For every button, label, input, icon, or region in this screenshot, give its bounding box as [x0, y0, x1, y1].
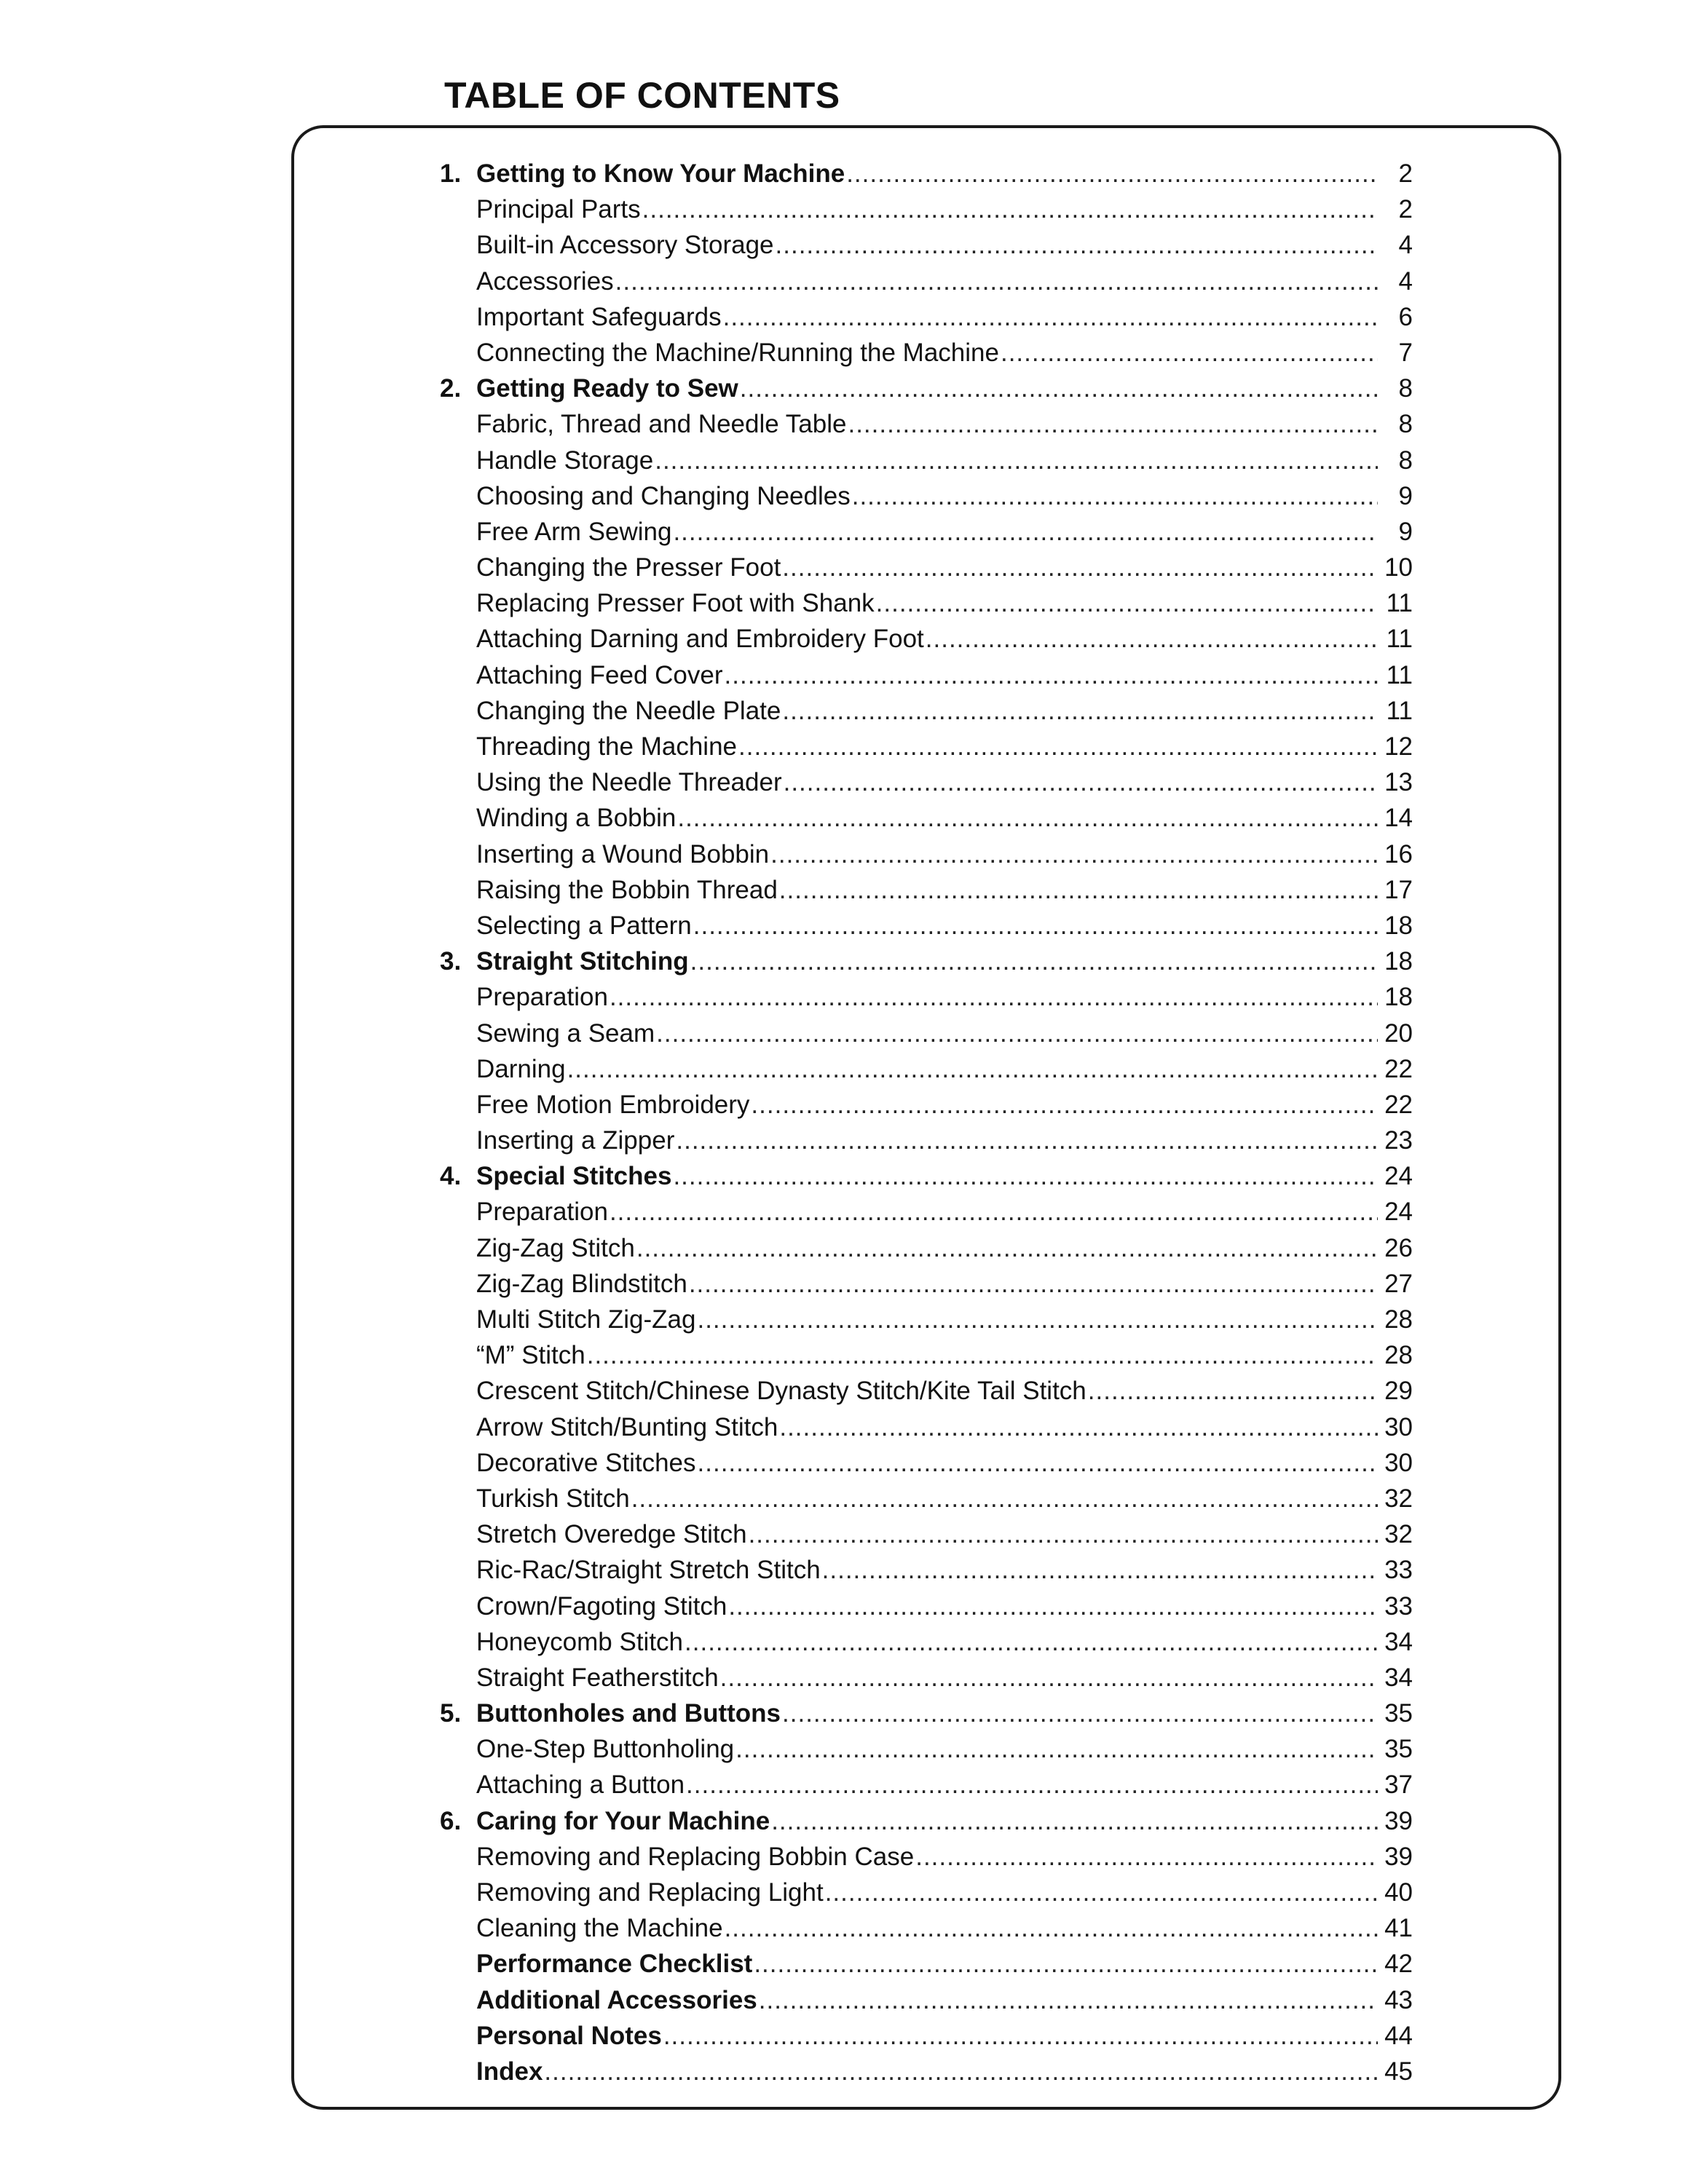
toc-dot-leader: [720, 1660, 1378, 1696]
toc-entry[interactable]: [440, 1230, 1413, 1266]
toc-entry-page-number: 22: [1384, 1090, 1413, 1119]
toc-chapter-entry[interactable]: [440, 1158, 1413, 1194]
toc-entry[interactable]: [440, 800, 1413, 836]
toc-entry-number: 4.: [440, 1162, 462, 1191]
toc-entry-label: Selecting a Pattern: [476, 911, 692, 940]
toc-dot-leader: [779, 872, 1378, 908]
toc-entry[interactable]: [440, 406, 1413, 442]
toc-entry[interactable]: [440, 2018, 1413, 2054]
toc-entry-label: Changing the Presser Foot: [476, 553, 781, 582]
toc-entry-label: Decorative Stitches: [476, 1448, 696, 1477]
toc-dot-leader: [1001, 335, 1378, 371]
toc-entry-label: Replacing Presser Foot with Shank: [476, 589, 875, 618]
toc-entry-page-number: 11: [1386, 660, 1413, 689]
toc-entry-page-number: 30: [1384, 1448, 1413, 1477]
toc-entry[interactable]: [440, 1266, 1413, 1302]
toc-entry-page-number: 11: [1386, 589, 1413, 618]
toc-entry-page-number: 8: [1398, 410, 1413, 439]
toc-dot-leader: [631, 1481, 1378, 1516]
toc-entry-label: Inserting a Zipper: [476, 1126, 675, 1155]
toc-entry-label: Additional Accessories: [476, 1985, 757, 2014]
toc-entry-page-number: 24: [1384, 1162, 1413, 1191]
toc-dot-leader: [567, 1051, 1378, 1087]
toc-dot-leader: [698, 1445, 1378, 1481]
toc-entry-number: 6.: [440, 1806, 462, 1835]
toc-entry[interactable]: [440, 1982, 1413, 2018]
toc-dot-leader: [852, 478, 1378, 514]
toc-entry-label: Crescent Stitch/Chinese Dynasty Stitch/Kite Tail Stitch: [476, 1377, 1086, 1406]
toc-entry-label: Accessories: [476, 266, 614, 296]
toc-chapter-entry[interactable]: [440, 156, 1413, 191]
toc-dot-leader: [1088, 1373, 1378, 1409]
toc-entry[interactable]: [440, 550, 1413, 585]
toc-dot-leader: [587, 1337, 1378, 1373]
toc-entry-label: Principal Parts: [476, 195, 641, 224]
toc-entry[interactable]: [440, 264, 1413, 299]
toc-entry-page-number: 34: [1384, 1627, 1413, 1656]
toc-entry-page-number: 18: [1384, 911, 1413, 940]
toc-dot-leader: [779, 1409, 1378, 1445]
toc-entry-label: Caring for Your Machine: [476, 1806, 770, 1835]
toc-dot-leader: [544, 2054, 1378, 2089]
toc-entry-label: Cleaning the Machine: [476, 1914, 723, 1943]
toc-entry-page-number: 6: [1398, 302, 1413, 331]
toc-entry-label: Threading the Machine: [476, 732, 737, 761]
toc-entry-page-number: 2: [1398, 159, 1413, 188]
toc-entry-label: Important Safeguards: [476, 302, 722, 331]
toc-dot-leader: [676, 1123, 1378, 1158]
toc-entry-label: Performance Checklist: [476, 1950, 753, 1979]
toc-entry-page-number: 30: [1384, 1412, 1413, 1441]
toc-dot-leader: [848, 406, 1378, 442]
toc-entry-page-number: 11: [1386, 625, 1413, 654]
toc-entry[interactable]: [440, 1481, 1413, 1516]
toc-entry-page-number: 33: [1384, 1591, 1413, 1621]
toc-chapter-entry[interactable]: [440, 943, 1413, 979]
toc-entry[interactable]: [440, 1409, 1413, 1445]
toc-chapter-entry[interactable]: [440, 371, 1413, 406]
toc-dot-leader: [759, 1982, 1378, 2018]
toc-dot-leader: [673, 1158, 1378, 1194]
toc-dot-leader: [642, 191, 1378, 227]
toc-dot-leader: [725, 1910, 1378, 1946]
toc-entry-label: Choosing and Changing Needles: [476, 481, 851, 510]
toc-dot-leader: [685, 1624, 1378, 1660]
toc-dot-leader: [782, 693, 1378, 729]
toc-entry[interactable]: [440, 1123, 1413, 1158]
toc-entry-page-number: 18: [1384, 983, 1413, 1012]
toc-entry[interactable]: [440, 191, 1413, 227]
toc-entry-page-number: 35: [1384, 1735, 1413, 1764]
toc-dot-leader: [738, 729, 1378, 764]
toc-entry[interactable]: [440, 1910, 1413, 1946]
toc-entry-label: Removing and Replacing Bobbin Case: [476, 1842, 915, 1871]
toc-chapter-entry[interactable]: [440, 1696, 1413, 1731]
toc-entry[interactable]: [440, 1016, 1413, 1051]
toc-dot-leader: [915, 1839, 1378, 1875]
toc-dot-leader: [876, 585, 1378, 621]
toc-entry[interactable]: [440, 836, 1413, 872]
toc-entry-label: Ric-Rac/Straight Stretch Stitch: [476, 1556, 821, 1585]
toc-dot-leader: [656, 1016, 1378, 1051]
toc-entry-page-number: 14: [1384, 804, 1413, 833]
toc-entry-label: Darning: [476, 1054, 566, 1083]
toc-entry-label: Personal Notes: [476, 2021, 662, 2050]
toc-entry-page-number: 12: [1384, 732, 1413, 761]
toc-entry-number: 3.: [440, 947, 462, 976]
toc-dot-leader: [636, 1230, 1378, 1266]
toc-dot-leader: [782, 550, 1378, 585]
toc-entry[interactable]: [440, 1875, 1413, 1910]
toc-dot-leader: [610, 979, 1378, 1015]
toc-dot-leader: [725, 657, 1378, 693]
toc-dot-leader: [655, 443, 1378, 478]
toc-chapter-entry[interactable]: [440, 1803, 1413, 1839]
toc-entry[interactable]: [440, 693, 1413, 729]
toc-entry[interactable]: [440, 1731, 1413, 1767]
toc-entry-label: Free Motion Embroidery: [476, 1090, 750, 1119]
toc-entry-label: Straight Featherstitch: [476, 1663, 719, 1692]
toc-entry-page-number: 9: [1398, 517, 1413, 546]
toc-entry-page-number: 10: [1384, 553, 1413, 582]
toc-entry[interactable]: [440, 514, 1413, 550]
toc-dot-leader: [689, 1266, 1378, 1302]
toc-entry-label: Preparation: [476, 1198, 608, 1227]
toc-list: [440, 156, 1413, 2089]
toc-entry-page-number: 39: [1384, 1842, 1413, 1871]
toc-entry[interactable]: [440, 1588, 1413, 1624]
toc-dot-leader: [690, 943, 1378, 979]
toc-entry-page-number: 7: [1398, 338, 1413, 367]
toc-entry-page-number: 4: [1398, 266, 1413, 296]
toc-entry[interactable]: [440, 1051, 1413, 1087]
toc-entry-label: Inserting a Wound Bobbin: [476, 839, 770, 869]
toc-entry-number: 1.: [440, 159, 462, 188]
toc-entry-page-number: 24: [1384, 1198, 1413, 1227]
toc-entry-page-number: 40: [1384, 1878, 1413, 1907]
toc-entry-label: Zig-Zag Stitch: [476, 1233, 635, 1262]
toc-entry-page-number: 42: [1384, 1950, 1413, 1979]
toc-entry-page-number: 34: [1384, 1663, 1413, 1692]
toc-entry-page-number: 16: [1384, 839, 1413, 869]
toc-entry-label: Attaching a Button: [476, 1770, 685, 1800]
toc-entry-label: Using the Needle Threader: [476, 768, 782, 797]
toc-dot-leader: [663, 2018, 1378, 2054]
toc-dot-leader: [751, 1087, 1378, 1123]
toc-entry[interactable]: [440, 1373, 1413, 1409]
toc-dot-leader: [615, 264, 1378, 299]
toc-entry-page-number: 28: [1384, 1305, 1413, 1334]
toc-entry[interactable]: [440, 585, 1413, 621]
toc-dot-leader: [776, 227, 1378, 263]
toc-entry-label: Built-in Accessory Storage: [476, 231, 774, 260]
toc-entry-label: Raising the Bobbin Thread: [476, 875, 778, 904]
toc-entry-page-number: 20: [1384, 1018, 1413, 1048]
toc-entry[interactable]: [440, 1946, 1413, 1982]
toc-entry[interactable]: [440, 1302, 1413, 1337]
toc-entry-page-number: 39: [1384, 1806, 1413, 1835]
toc-entry-number: 2.: [440, 374, 462, 403]
toc-entry[interactable]: [440, 1337, 1413, 1373]
toc-entry[interactable]: [440, 443, 1413, 478]
toc-entry-label: Index: [476, 2057, 543, 2086]
toc-dot-leader: [693, 908, 1378, 943]
toc-entry-page-number: 17: [1384, 875, 1413, 904]
toc-dot-leader: [728, 1588, 1378, 1624]
toc-dot-leader: [686, 1767, 1378, 1803]
toc-entry-label: Winding a Bobbin: [476, 804, 677, 833]
toc-entry-number: 5.: [440, 1699, 462, 1728]
toc-entry-label: Preparation: [476, 983, 608, 1012]
toc-entry-page-number: 9: [1398, 481, 1413, 510]
toc-dot-leader: [926, 621, 1378, 657]
toc-entry-page-number: 8: [1398, 446, 1413, 475]
toc-entry-page-number: 4: [1398, 231, 1413, 260]
toc-entry[interactable]: [440, 335, 1413, 371]
toc-entry-label: Sewing a Seam: [476, 1018, 655, 1048]
toc-entry-page-number: 22: [1384, 1054, 1413, 1083]
toc-entry[interactable]: [440, 1552, 1413, 1588]
toc-entry-page-number: 44: [1384, 2021, 1413, 2050]
toc-entry-page-number: 32: [1384, 1484, 1413, 1513]
toc-entry-page-number: 45: [1384, 2057, 1413, 2086]
toc-entry[interactable]: [440, 1194, 1413, 1230]
toc-entry-label: Turkish Stitch: [476, 1484, 630, 1513]
toc-dot-leader: [771, 1803, 1378, 1839]
toc-entry[interactable]: [440, 299, 1413, 335]
toc-dot-leader: [697, 1302, 1378, 1337]
toc-entry-page-number: 29: [1384, 1377, 1413, 1406]
toc-entry-page-number: 33: [1384, 1556, 1413, 1585]
toc-entry[interactable]: [440, 1660, 1413, 1696]
toc-entry[interactable]: [440, 872, 1413, 908]
toc-entry-page-number: 41: [1384, 1914, 1413, 1943]
toc-entry[interactable]: [440, 1624, 1413, 1660]
toc-dot-leader: [723, 299, 1378, 335]
toc-entry-label: Fabric, Thread and Needle Table: [476, 410, 847, 439]
toc-dot-leader: [610, 1194, 1378, 1230]
toc-dot-leader: [735, 1731, 1378, 1767]
toc-entry-label: Multi Stitch Zig-Zag: [476, 1305, 696, 1334]
toc-entry-page-number: 13: [1384, 768, 1413, 797]
toc-dot-leader: [846, 156, 1378, 191]
toc-entry-label: Handle Storage: [476, 446, 654, 475]
toc-entry[interactable]: [440, 1767, 1413, 1803]
toc-entry-page-number: 8: [1398, 374, 1413, 403]
toc-entry-page-number: 23: [1384, 1126, 1413, 1155]
toc-entry-page-number: 27: [1384, 1269, 1413, 1298]
toc-entry[interactable]: [440, 227, 1413, 263]
toc-entry-page-number: 26: [1384, 1233, 1413, 1262]
toc-entry-label: Attaching Feed Cover: [476, 660, 723, 689]
toc-entry[interactable]: [440, 908, 1413, 943]
toc-entry-label: Attaching Darning and Embroidery Foot: [476, 625, 924, 654]
toc-entry[interactable]: [440, 1839, 1413, 1875]
toc-dot-leader: [673, 514, 1378, 550]
toc-entry-page-number: 18: [1384, 947, 1413, 976]
toc-entry-label: Zig-Zag Blindstitch: [476, 1269, 687, 1298]
toc-entry[interactable]: [440, 764, 1413, 800]
toc-entry-label: Connecting the Machine/Running the Machine: [476, 338, 999, 367]
toc-entry[interactable]: [440, 1445, 1413, 1481]
toc-entry-page-number: 2: [1398, 195, 1413, 224]
toc-entry-label: Crown/Fagoting Stitch: [476, 1591, 727, 1621]
toc-entry[interactable]: [440, 1087, 1413, 1123]
toc-entry-label: Getting Ready to Sew: [476, 374, 738, 403]
toc-entry[interactable]: [440, 478, 1413, 514]
toc-dot-leader: [782, 1696, 1378, 1731]
toc-dot-leader: [754, 1946, 1378, 1982]
toc-entry-label: One-Step Buttonholing: [476, 1735, 735, 1764]
toc-entry-label: Special Stitches: [476, 1162, 672, 1191]
toc-entry[interactable]: [440, 729, 1413, 764]
toc-entry[interactable]: [440, 2054, 1413, 2089]
toc-entry-label: Honeycomb Stitch: [476, 1627, 684, 1656]
toc-dot-leader: [784, 764, 1378, 800]
toc-entry[interactable]: [440, 979, 1413, 1015]
toc-entry-label: Arrow Stitch/Bunting Stitch: [476, 1412, 778, 1441]
toc-entry-label: Stretch Overedge Stitch: [476, 1520, 747, 1549]
toc-entry-label: Buttonholes and Buttons: [476, 1699, 781, 1728]
page-title: TABLE OF CONTENTS: [444, 75, 840, 116]
toc-entry-label: Straight Stitching: [476, 947, 689, 976]
toc-dot-leader: [822, 1552, 1378, 1588]
toc-dot-leader: [825, 1875, 1378, 1910]
toc-dot-leader: [740, 371, 1378, 406]
toc-dot-leader: [677, 800, 1378, 836]
toc-entry[interactable]: [440, 1516, 1413, 1552]
toc-dot-leader: [770, 836, 1378, 872]
toc-entry-label: “M” Stitch: [476, 1341, 585, 1370]
toc-entry-page-number: 37: [1384, 1770, 1413, 1800]
toc-entry[interactable]: [440, 657, 1413, 693]
toc-entry[interactable]: [440, 621, 1413, 657]
toc-entry-label: Free Arm Sewing: [476, 517, 672, 546]
toc-entry-page-number: 43: [1384, 1985, 1413, 2014]
toc-entry-page-number: 32: [1384, 1520, 1413, 1549]
toc-entry-page-number: 35: [1384, 1699, 1413, 1728]
toc-entry-page-number: 28: [1384, 1341, 1413, 1370]
toc-dot-leader: [749, 1516, 1378, 1552]
toc-entry-label: Removing and Replacing Light: [476, 1878, 824, 1907]
toc-entry-label: Changing the Needle Plate: [476, 696, 781, 725]
toc-entry-label: Getting to Know Your Machine: [476, 159, 845, 188]
toc-entry-page-number: 11: [1386, 696, 1413, 725]
